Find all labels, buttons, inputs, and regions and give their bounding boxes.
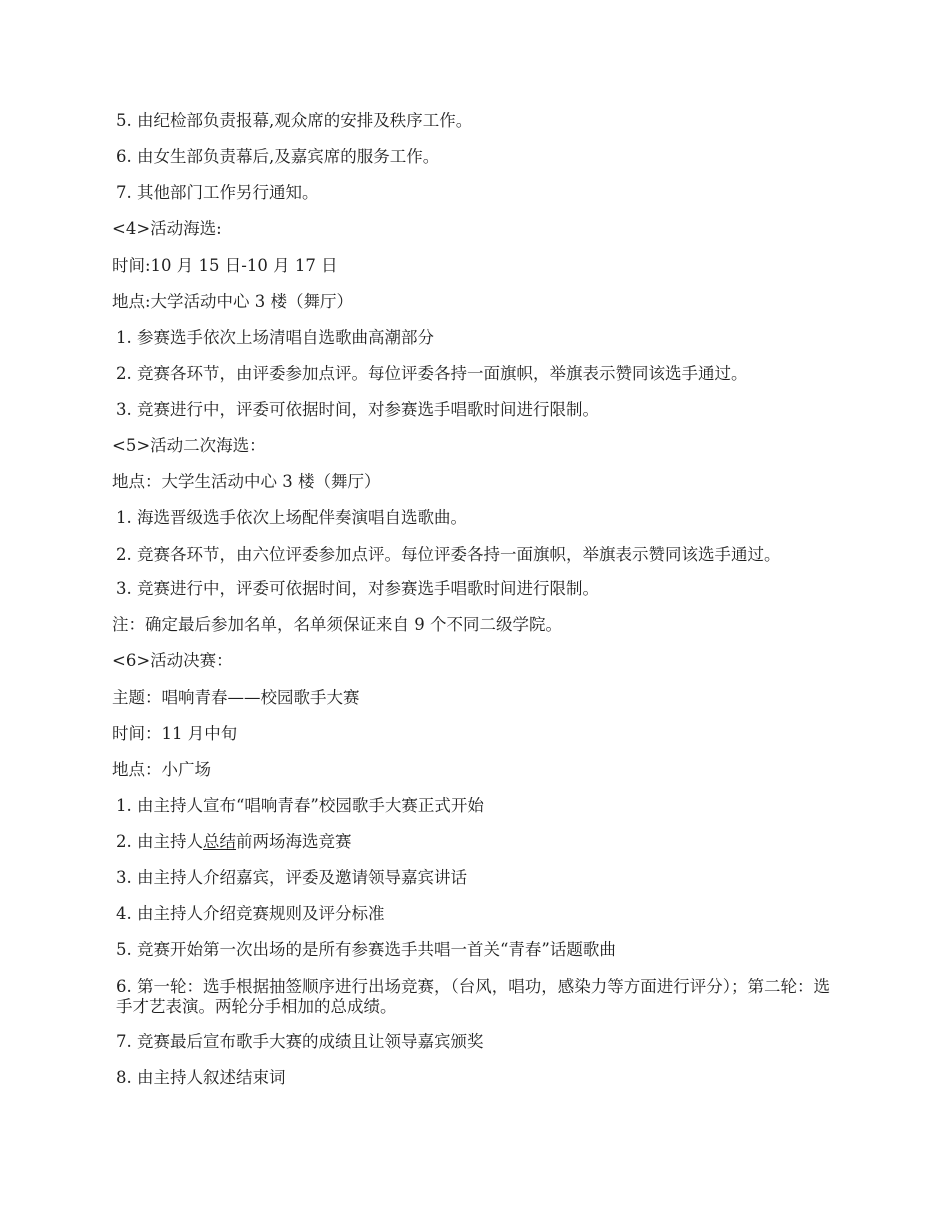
paragraph-line: 时间：11 月中旬: [112, 723, 238, 743]
paragraph-line: 6. 由女生部负责幕后,及嘉宾席的服务工作。: [116, 147, 440, 167]
paragraph-line: 地点:大学活动中心 3 楼（舞厅）: [112, 291, 354, 311]
paragraph-line: 地点：大学生活动中心 3 楼（舞厅）: [112, 472, 381, 492]
paragraph-line: [112, 832, 830, 853]
paragraph-line: 1. 参赛选手依次上场清唱自选歌曲高潮部分: [116, 327, 434, 347]
paragraph-line: 7. 竞赛最后宣布歌手大赛的成绩且让领导嘉宾颁奖: [116, 1031, 484, 1051]
note-line: 注：确定最后参加名单，名单须保证来自 9 个不同二级学院。: [112, 615, 562, 635]
paragraph-line: 8. 由主持人叙述结束词: [116, 1067, 286, 1087]
paragraph-line: 6. 第一轮：选手根据抽签顺序进行出场竞赛，（台风，唱功，感染力等方面进行评分）；第二轮：选手才艺表演。两轮分手相加的总成绩。: [116, 976, 830, 1017]
paragraph-line: 3. 竞赛进行中，评委可依据时间，对参赛选手唱歌时间进行限制。: [116, 400, 599, 419]
paragraph-line: 2. 竞赛各环节，由六位评委参加点评。每位评委各持一面旗帜，举旗表示赞同该选手通过。: [116, 544, 781, 564]
section-heading: <4>活动海选:: [112, 219, 222, 239]
paragraph-line: 地点：小广场: [112, 759, 211, 779]
paragraph-line: 5. 竞赛开始第一次出场的是所有参赛选手共唱一首关“青春”话题歌曲: [116, 940, 616, 960]
paragraph-line: 时间:10 月 15 日-10 月 17 日: [112, 255, 338, 275]
section-heading: <5>活动二次海选：: [112, 436, 266, 456]
paragraph-line: 3. 由主持人介绍嘉宾，评委及邀请领导嘉宾讲话: [116, 868, 467, 888]
paragraph-line: 4. 由主持人介绍竞赛规则及评分标准: [116, 904, 385, 924]
underlined-text: 总结: [203, 832, 236, 851]
text-segment: 前两场海选竞赛: [236, 832, 352, 851]
text-segment: 2. 由主持人: [116, 832, 203, 851]
paragraph-line: 3. 竞赛进行中，评委可依据时间，对参赛选手唱歌时间进行限制。: [116, 579, 599, 599]
section-heading: <6>活动决赛：: [112, 651, 233, 671]
paragraph-line: 2. 竞赛各环节，由评委参加点评。每位评委各持一面旗帜，举旗表示赞同该选手通过。: [116, 363, 748, 383]
paragraph-line: 7. 其他部门工作另行通知。: [116, 183, 319, 203]
paragraph-line: 5. 由纪检部负责报幕,观众席的安排及秩序工作。: [116, 111, 473, 130]
paragraph-line: 主题：唱响青春——校园歌手大赛: [112, 687, 360, 707]
paragraph-line: 1. 由主持人宣布“唱响青春”校园歌手大赛正式开始: [116, 795, 484, 815]
paragraph-line: 1. 海选晋级选手依次上场配伴奏演唱自选歌曲。: [116, 508, 467, 528]
